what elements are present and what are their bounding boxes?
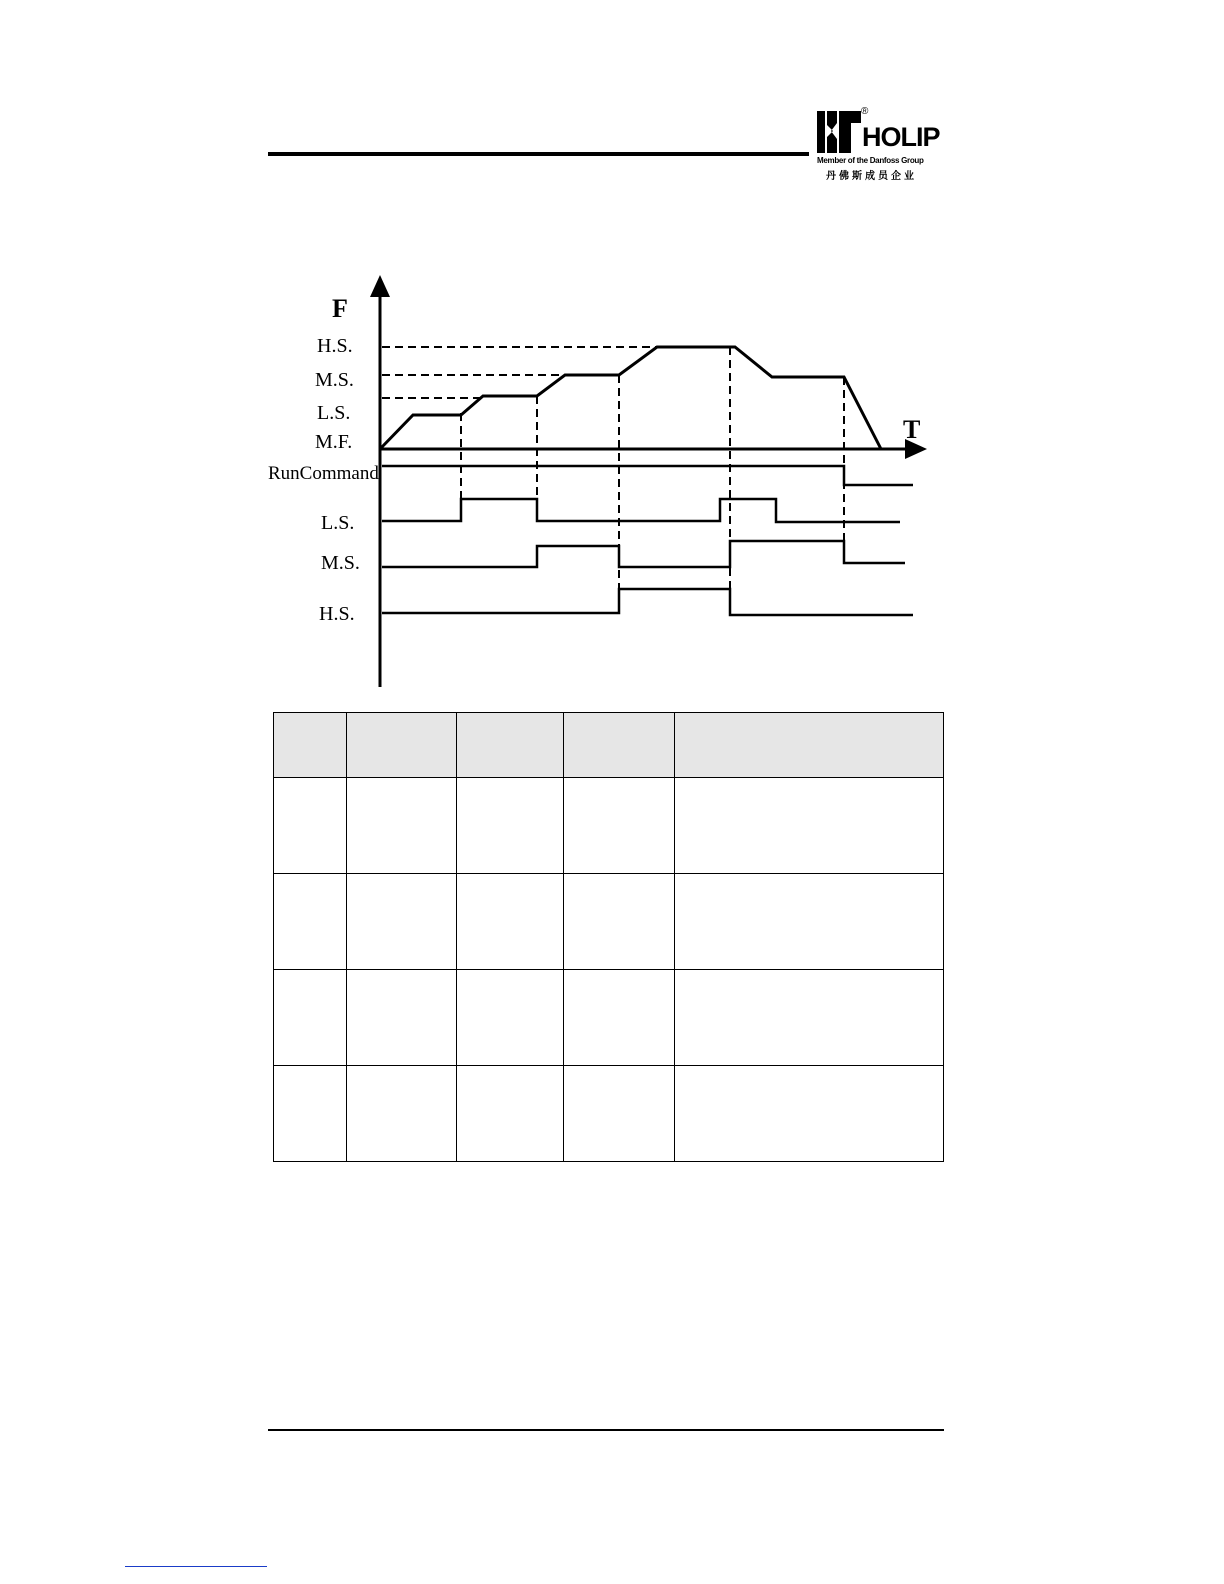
signal-label-ms: M.S. <box>321 552 360 574</box>
table-row <box>274 970 944 1066</box>
logo-tagline-cn: 丹佛斯成员企业 <box>826 171 917 182</box>
table-cell <box>457 970 564 1066</box>
table-cell <box>675 970 944 1066</box>
hs-signal <box>382 589 913 615</box>
table-cell <box>675 874 944 970</box>
table-cell <box>457 1066 564 1162</box>
table-cell <box>274 970 347 1066</box>
header-rule <box>268 152 809 156</box>
footer-rule <box>268 1429 944 1431</box>
holip-mark-icon <box>817 111 861 153</box>
x-axis-label: T <box>903 415 921 444</box>
table-cell <box>564 778 675 874</box>
table-row <box>274 778 944 874</box>
table-cell <box>347 874 457 970</box>
table-header-cell <box>274 713 347 778</box>
registered-mark: ® <box>861 106 869 117</box>
table-cell <box>274 874 347 970</box>
table-cell <box>675 1066 944 1162</box>
frequency-profile <box>380 347 881 449</box>
table-cell <box>274 1066 347 1162</box>
level-label-ms: M.S. <box>315 369 354 391</box>
logo-tagline: Member of the Danfoss Group <box>817 156 924 165</box>
table-cell <box>347 970 457 1066</box>
level-label-ls: L.S. <box>317 402 351 424</box>
table-row <box>274 874 944 970</box>
ls-signal <box>382 499 900 522</box>
table-header-cell <box>347 713 457 778</box>
signal-label-ls: L.S. <box>321 512 355 534</box>
signal-label-hs: H.S. <box>319 603 355 625</box>
y-axis-label: F <box>332 294 348 323</box>
table-header-cell <box>675 713 944 778</box>
logo-wordmark: HOLIP <box>862 122 940 152</box>
table-cell <box>675 778 944 874</box>
table-header-cell <box>564 713 675 778</box>
table-cell <box>564 970 675 1066</box>
table-cell <box>347 778 457 874</box>
speed-table <box>273 712 944 1162</box>
table-cell <box>457 778 564 874</box>
table-row <box>274 1066 944 1162</box>
level-reference-lines <box>382 347 844 614</box>
table-cell <box>347 1066 457 1162</box>
table-cell <box>457 874 564 970</box>
level-label-mf: M.F. <box>315 431 353 453</box>
table-cell <box>564 1066 675 1162</box>
table-header-row <box>274 713 944 778</box>
table-cell <box>274 778 347 874</box>
table-header-cell <box>457 713 564 778</box>
table-cell <box>564 874 675 970</box>
footer-link-underline[interactable] <box>125 1566 267 1567</box>
level-label-hs: H.S. <box>317 335 353 357</box>
timing-diagram <box>260 265 940 695</box>
y-axis-arrow-icon <box>370 275 390 297</box>
signal-label-runcommand: RunCommand <box>268 463 379 484</box>
company-logo <box>814 106 948 182</box>
ms-signal <box>382 541 905 567</box>
